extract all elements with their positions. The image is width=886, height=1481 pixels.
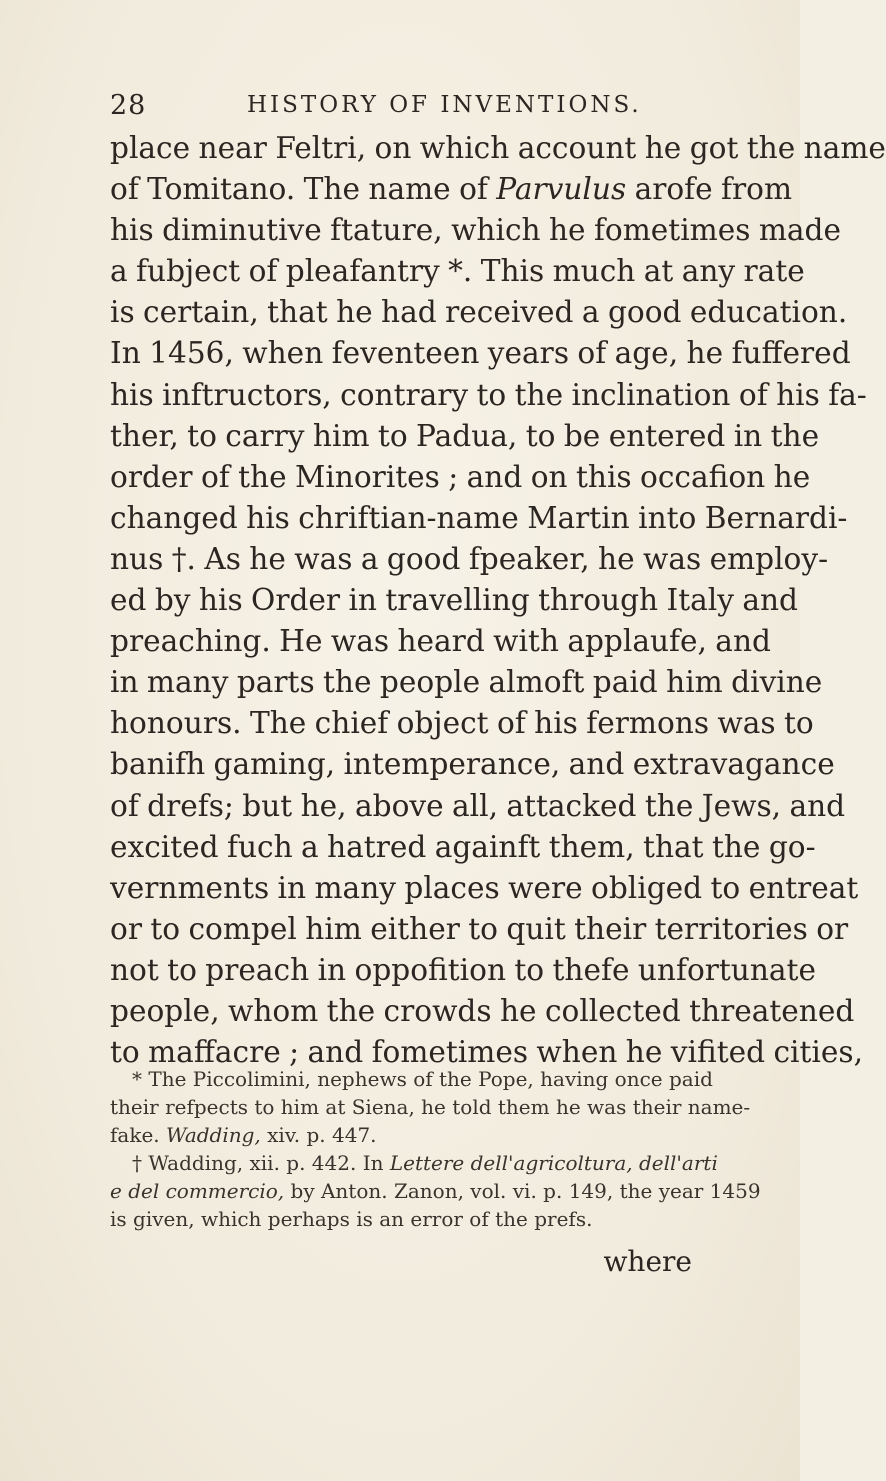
text-line: his diminutive ftature, which he fometimes made — [110, 213, 841, 248]
page-header — [110, 90, 670, 130]
footnote-line: is given, which perhaps is an error of the prefs. — [110, 1207, 593, 1231]
footnote-line: their refpects to him at Siena, he told them he was their name- — [110, 1095, 751, 1119]
text-line: vernments in many places were obliged to entreat — [110, 870, 859, 905]
text-line: his inftructors, contrary to the inclination of his fa- — [110, 377, 867, 412]
text-line: of Tomitano. The name of Parvulus arofe from — [110, 172, 793, 207]
text-line: changed his chriftian-name Martin into Bernardi- — [110, 500, 848, 535]
footnote-1 — [110, 1065, 751, 1149]
text-line: people, whom the crowds he collected threatened — [110, 993, 855, 1028]
page-number: 28 — [110, 90, 147, 121]
text-line: not to preach in oppofition to thefe unfortunate — [110, 952, 816, 987]
text-line: a fubject of pleafantry *. This much at any rate — [110, 254, 805, 289]
footnote-2 — [110, 1149, 761, 1233]
text-line: honours. The chief object of his fermons was to — [110, 706, 814, 741]
text-line: In 1456, when feventeen years of age, he fuffered — [110, 336, 851, 371]
footnote-line: e del commercio, by Anton. Zanon, vol. vi. p. 149, the year 1459 — [110, 1179, 761, 1203]
text-line: to maffacre ; and fometimes when he vifited cities, — [110, 1035, 863, 1070]
footnote-line: † Wadding, xii. p. 442. In Lettere dell'agricoltura, dell'arti — [132, 1151, 718, 1175]
text-line: excited fuch a hatred againft them, that the go- — [110, 829, 816, 864]
text-line: ther, to carry him to Padua, to be entered in the — [110, 418, 820, 453]
running-head: HISTORY OF INVENTIONS. — [247, 92, 642, 118]
text-line: banifh gaming, intemperance, and extravagance — [110, 747, 835, 782]
italic-term: Parvulus — [496, 172, 627, 207]
catchword: where — [603, 1245, 692, 1278]
footnote-line: * The Piccolimini, nephews of the Pope, having once paid — [132, 1067, 713, 1091]
footnotes — [110, 1065, 761, 1233]
footnote-line: fake. Wadding, xiv. p. 447. — [110, 1123, 377, 1147]
text-line: or to compel him either to quit their territories or — [110, 911, 849, 946]
text-line: ed by his Order in travelling through Italy and — [110, 583, 798, 618]
body-text — [110, 128, 886, 1073]
text-line: nus †. As he was a good fpeaker, he was employ- — [110, 541, 829, 576]
text-line: is certain, that he had received a good education. — [110, 295, 848, 330]
text-line: place near Feltri, on which account he got the name — [110, 131, 886, 165]
text-line: in many parts the people almoft paid him divine — [110, 665, 823, 700]
text-line: preaching. He was heard with applaufe, and — [110, 624, 771, 659]
text-line: of drefs; but he, above all, attacked the Jews, and — [110, 788, 846, 823]
text-line: order of the Minorites ; and on this occafion he — [110, 459, 811, 494]
